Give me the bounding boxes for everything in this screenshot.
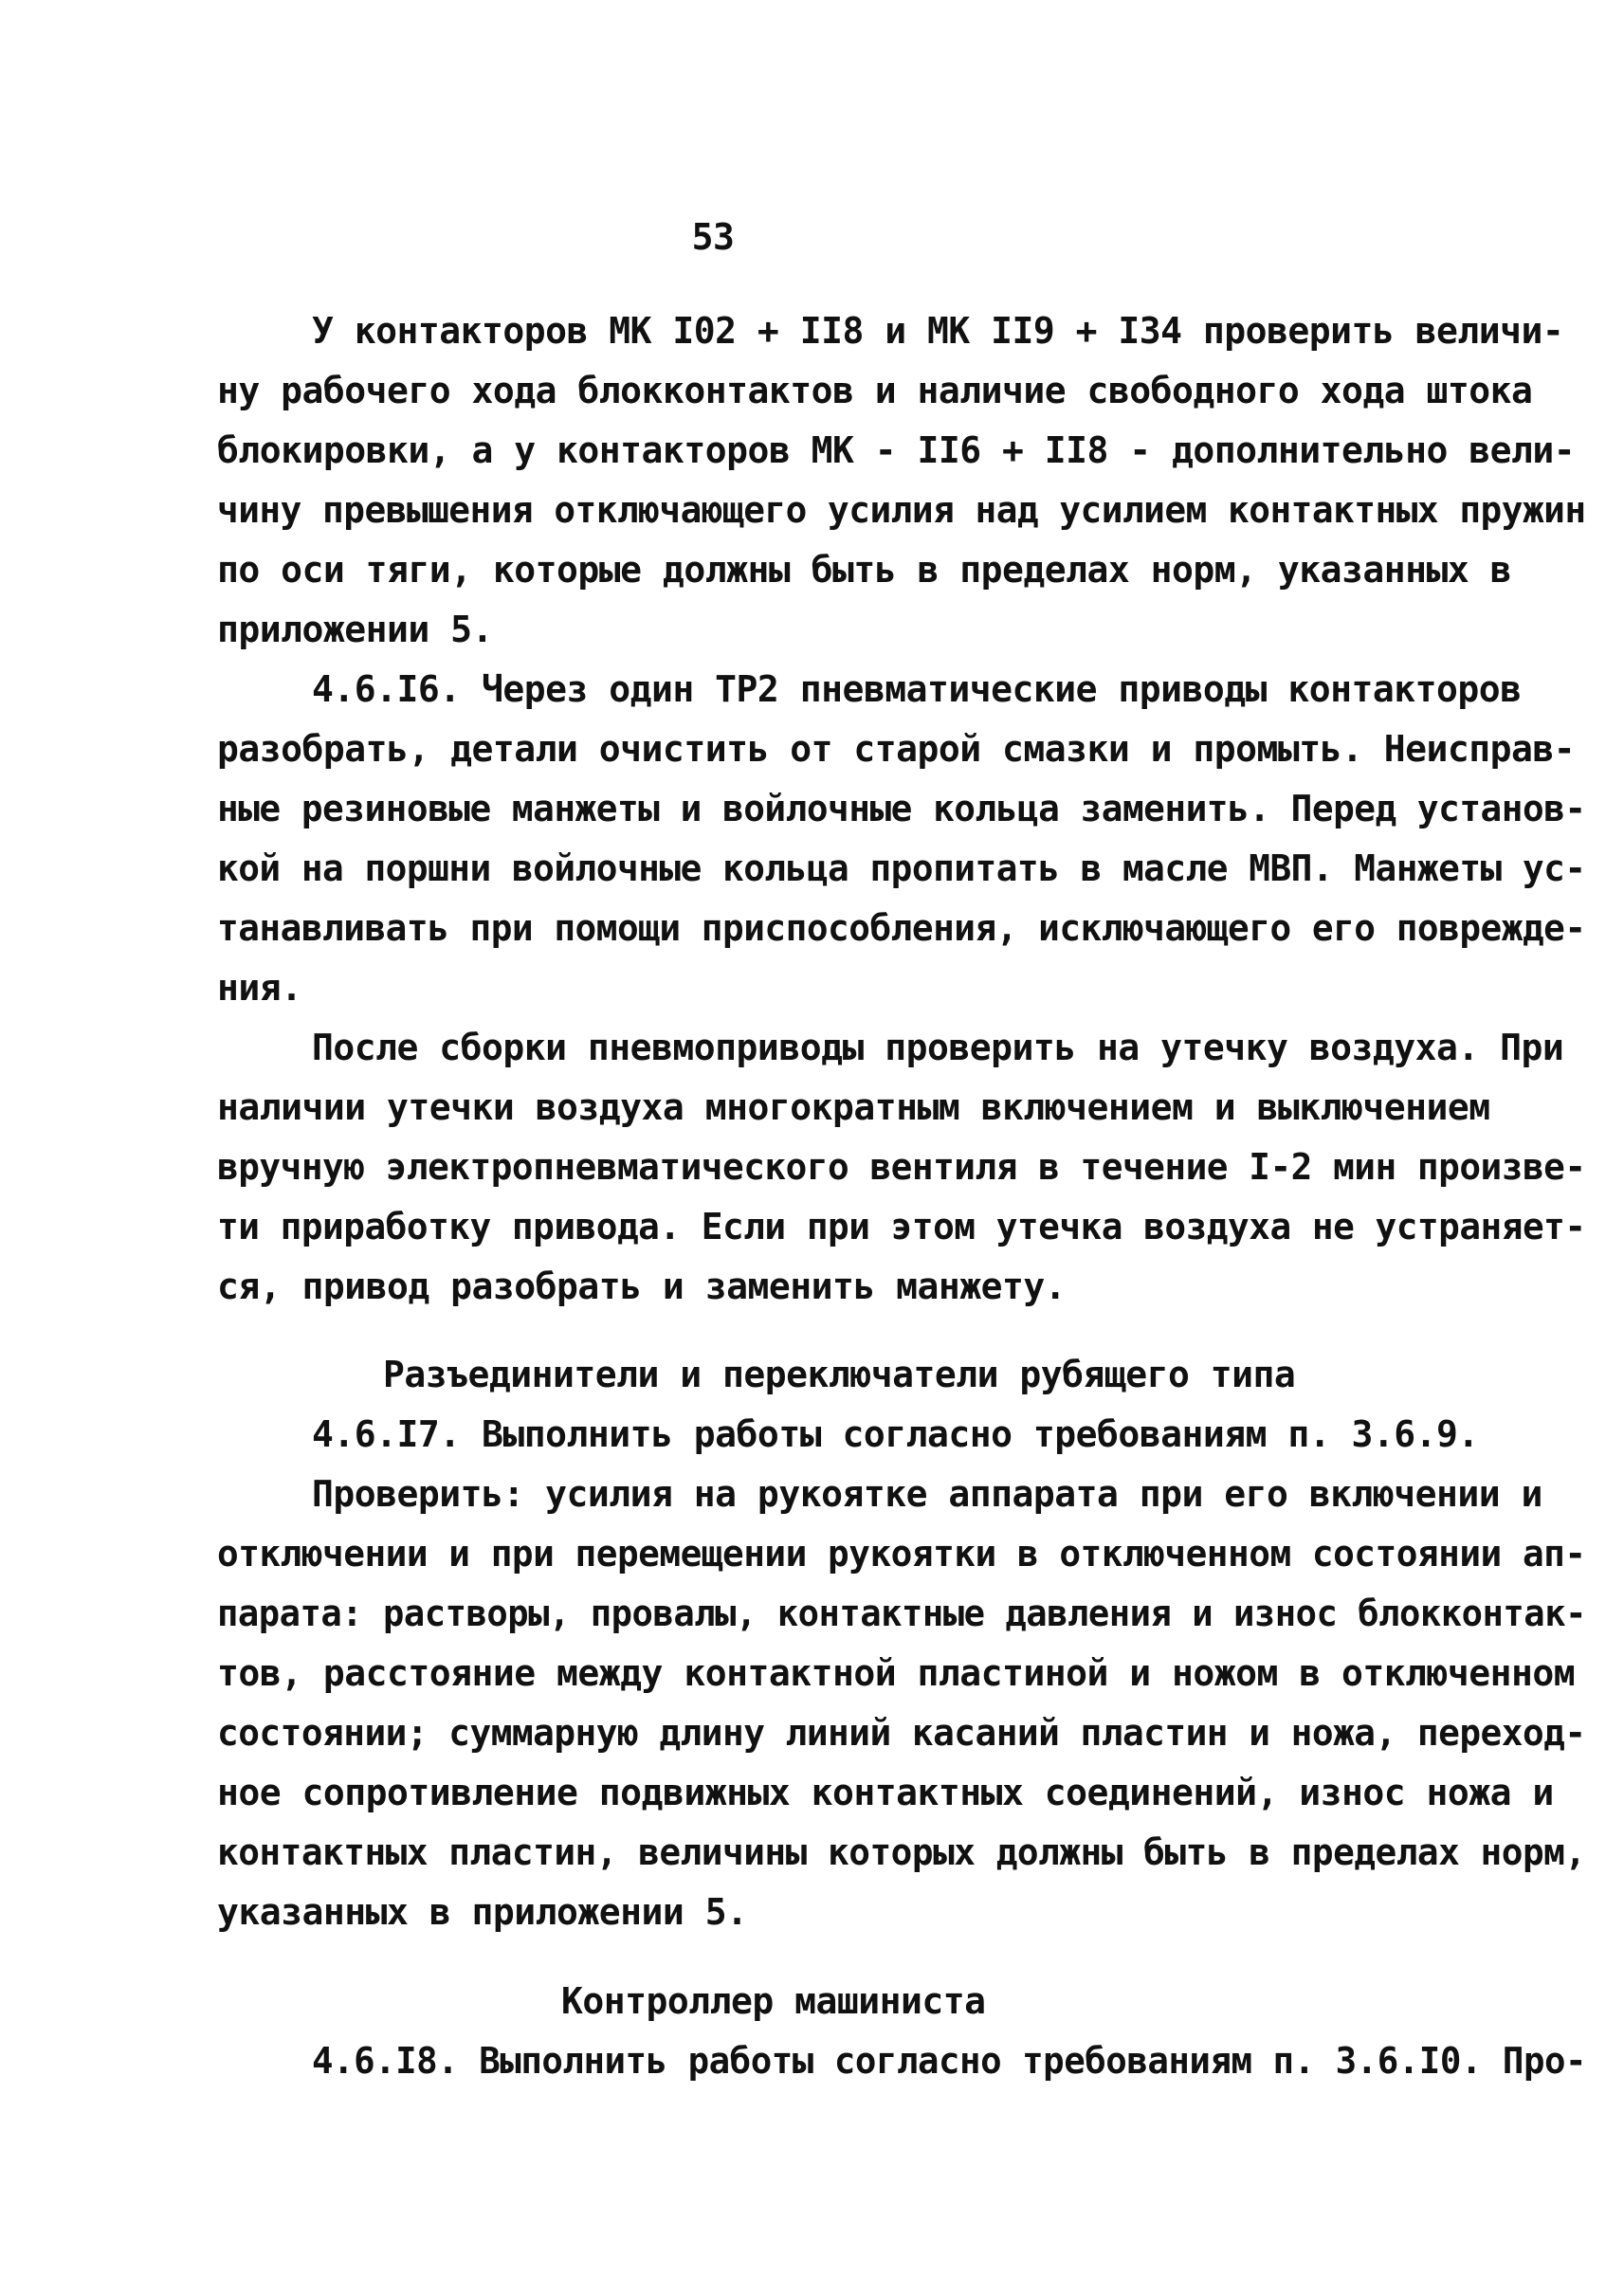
text-line: состоянии; суммарную длину линий касаний пластин и ножа, переход-	[217, 1712, 1586, 1754]
section-heading: Разъединители и переключатели рубящего типа	[383, 1354, 1296, 1395]
text-line: разобрать, детали очистить от старой смазки и промыть. Неисправ-	[217, 728, 1576, 770]
section-heading: Контроллер машиниста	[561, 1980, 986, 2022]
text-line: вручную электропневматического вентиля в течение I-2 мин произве-	[217, 1146, 1586, 1188]
page-number: 53	[691, 216, 735, 258]
text-line: 4.6.I6. Через один ТР2 пневматические приводы контакторов	[312, 668, 1522, 710]
text-line: приложении 5.	[217, 609, 493, 650]
text-line: блокировки, а у контакторов МК - II6 + II8 - дополнительно вели-	[217, 429, 1576, 471]
text-line: отключении и при перемещении рукоятки в отключенном состоянии ап-	[217, 1533, 1586, 1575]
text-line: ну рабочего хода блокконтактов и наличие свободного хода штока	[217, 370, 1533, 411]
text-line: ся, привод разобрать и заменить манжету.	[217, 1265, 1067, 1307]
text-line: по оси тяги, которые должны быть в пределах норм, указанных в	[217, 549, 1512, 591]
text-line: 4.6.I7. Выполнить работы согласно требованиям п. 3.6.9.	[312, 1413, 1479, 1455]
text-line: У контакторов МК I02 + II8 и МК II9 + I34 проверить величи-	[312, 310, 1564, 352]
text-line: 4.6.I8. Выполнить работы согласно требованиям п. 3.6.I0. Про-	[312, 2040, 1587, 2082]
text-line: ные резиновые манжеты и войлочные кольца заменить. Перед установ-	[217, 788, 1586, 829]
text-line: контактных пластин, величины которых должны быть в пределах норм,	[217, 1831, 1586, 1873]
text-line: ти приработку привода. Если при этом утечка воздуха не устраняет-	[217, 1206, 1586, 1247]
text-line: ное сопротивление подвижных контактных соединений, износ ножа и	[217, 1772, 1554, 1813]
text-line: Проверить: усилия на рукоятке аппарата при его включении и	[312, 1473, 1542, 1515]
text-line: танавливать при помощи приспособления, исключающего его поврежде-	[217, 907, 1586, 949]
text-line: наличии утечки воздуха многократным включением и выключением	[217, 1086, 1490, 1128]
text-line: чину превышения отключающего усилия над усилием контактных пружин	[217, 489, 1586, 531]
text-line: указанных в приложении 5.	[217, 1891, 748, 1933]
text-line: тов, расстояние между контактной пластиной и ножом в отключенном	[217, 1652, 1576, 1694]
text-line: После сборки пневмоприводы проверить на утечку воздуха. При	[312, 1027, 1564, 1068]
text-line: парата: растворы, провалы, контактные давления и износ блокконтак-	[217, 1593, 1586, 1634]
text-line: кой на поршни войлочные кольца пропитать в масле МВП. Манжеты ус-	[217, 847, 1586, 889]
text-line: ния.	[217, 967, 302, 1009]
